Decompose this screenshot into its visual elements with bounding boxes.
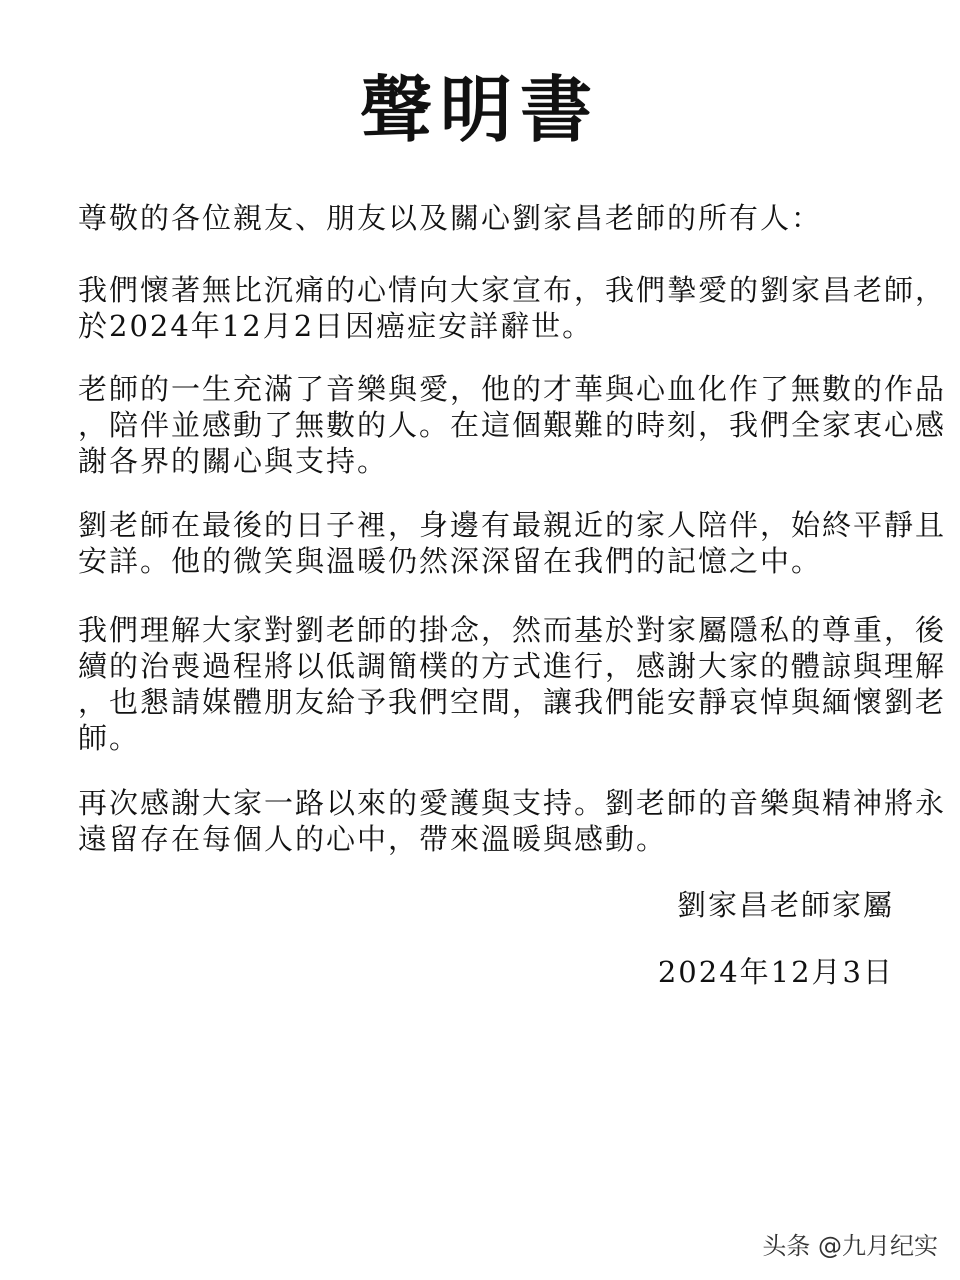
document-title: 聲明書 xyxy=(359,67,600,152)
paragraph-line: 於2024年12月2日因癌症安詳辭世。 xyxy=(78,309,594,343)
source-watermark: 头条 @九月纪实 xyxy=(762,1232,938,1260)
paragraph-line: 安詳。他的微笑與溫暖仍然深深留在我們的記憶之中。 xyxy=(78,544,823,578)
paragraph-line: 遠留存在每個人的心中，帶來溫暖與感動。 xyxy=(78,822,668,856)
paragraph-life xyxy=(78,371,947,479)
paragraph-line: 我們理解大家對劉老師的掛念，然而基於對家屬隱私的尊重，後 xyxy=(78,613,947,647)
paragraph-line: 師。 xyxy=(78,721,141,755)
signature: 劉家昌老師家屬 xyxy=(676,888,894,922)
paragraph-thanks xyxy=(78,785,947,857)
signature-date: 2024年12月3日 xyxy=(657,955,894,989)
paragraph-line: ，陪伴並感動了無數的人。在這個艱難的時刻，我們全家衷心感 xyxy=(78,408,947,442)
paragraph-line: 劉老師在最後的日子裡，身邊有最親近的家人陪伴，始終平靜且 xyxy=(78,508,947,542)
salutation xyxy=(78,200,908,236)
paragraph-line: 我們懷著無比沉痛的心情向大家宣布，我們摯愛的劉家昌老師， xyxy=(78,273,947,307)
paragraph-line: 老師的一生充滿了音樂與愛，他的才華與心血化作了無數的作品 xyxy=(78,372,947,406)
paragraph-line: 再次感謝大家一路以來的愛護與支持。劉老師的音樂與精神將永 xyxy=(78,786,947,820)
paragraph-announcement xyxy=(78,272,947,344)
paragraph-line: 謝各界的關心與支持。 xyxy=(78,444,389,478)
paragraph-privacy xyxy=(78,612,947,756)
salutation-line: 尊敬的各位親友、朋友以及關心劉家昌老師的所有人： xyxy=(78,201,823,235)
paragraph-line: ，也懇請媒體朋友給予我們空間，讓我們能安靜哀悼與緬懷劉老 xyxy=(78,685,947,719)
paragraph-final-days xyxy=(78,507,947,579)
paragraph-line: 續的治喪過程將以低調簡樸的方式進行，感謝大家的體諒與理解 xyxy=(78,649,947,683)
